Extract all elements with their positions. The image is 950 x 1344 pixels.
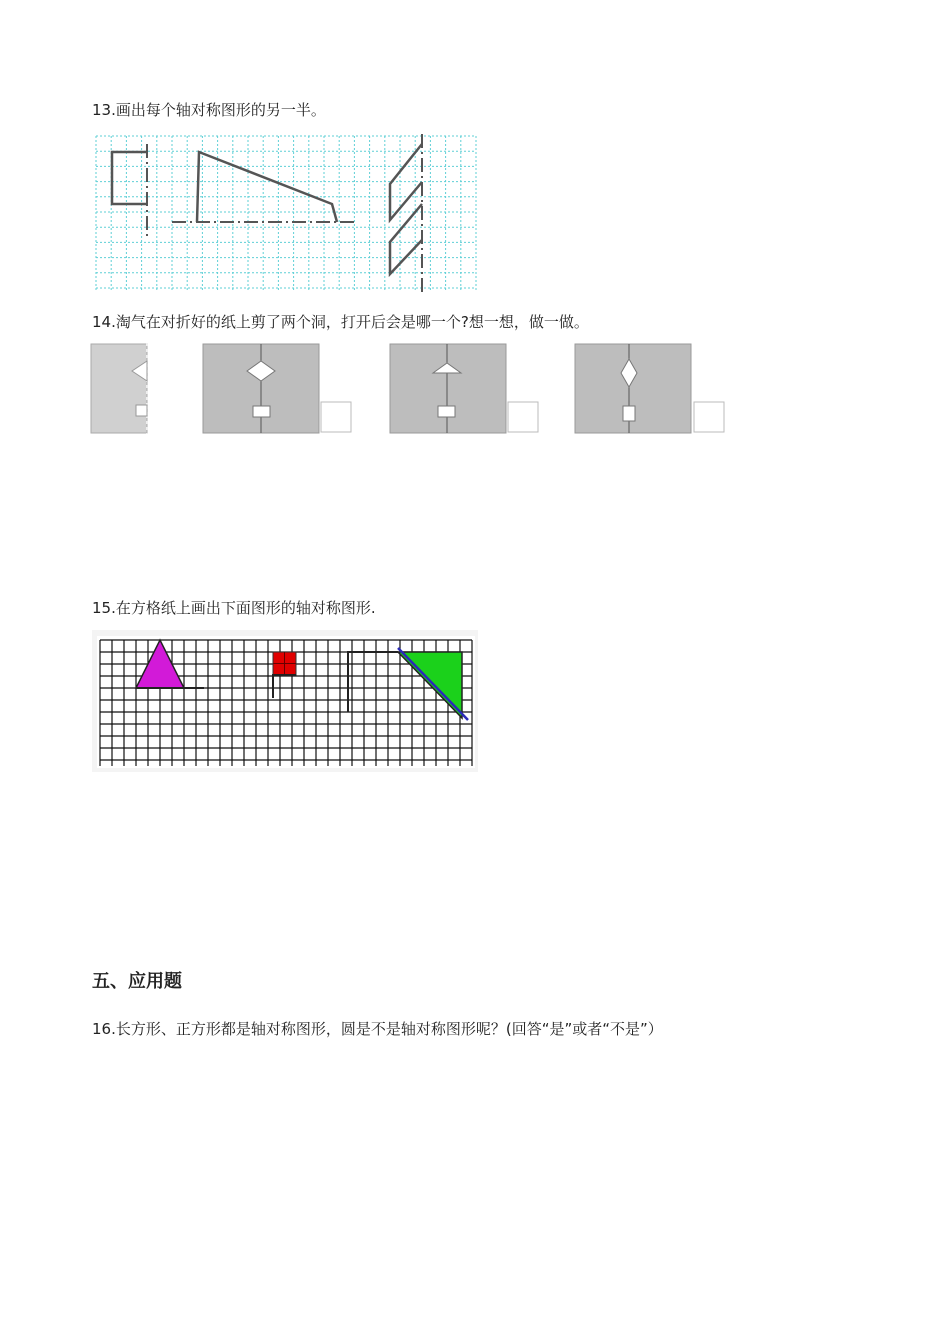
half-shape-zigzag bbox=[390, 144, 422, 274]
option-b-paper bbox=[390, 344, 506, 433]
question-13-text: 13.画出每个轴对称图形的另一半。 bbox=[92, 101, 326, 119]
section-title: 五、应用题 bbox=[92, 971, 182, 992]
dotted-grid bbox=[96, 136, 476, 292]
option-c-answer-box bbox=[694, 402, 724, 432]
q15-square-grid-figure bbox=[92, 630, 478, 772]
option-a-paper bbox=[203, 344, 319, 433]
question-14-text: 14.淘气在对折好的纸上剪了两个洞，打开后会是哪一个?想一想，做一做。 bbox=[92, 313, 589, 331]
q14-folded-paper-options bbox=[90, 343, 730, 438]
folded-paper bbox=[91, 343, 147, 434]
option-a-answer-box bbox=[321, 402, 351, 432]
question-15-text: 15.在方格纸上画出下面图形的轴对称图形. bbox=[92, 599, 376, 617]
q13-dotted-grid-figure bbox=[92, 132, 480, 296]
option-b-answer-box bbox=[508, 402, 538, 432]
question-16-text: 16.长方形、正方形都是轴对称图形，圆是不是轴对称图形呢？(回答“是”或者“不是”） bbox=[92, 1020, 663, 1038]
option-c-paper bbox=[575, 344, 691, 433]
